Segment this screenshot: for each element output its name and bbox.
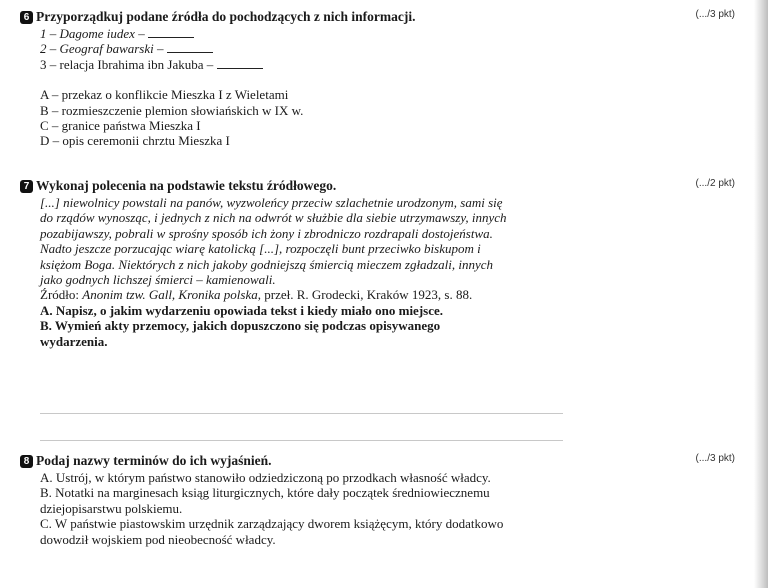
source-text-line: księżom Boga. Niektórych z nich jakoby godniejszą śmiercią mieczem zgładzali, innych: [40, 256, 493, 272]
info-item-c: C – granice państwa Mieszka I: [40, 118, 201, 134]
answer-blank[interactable]: [217, 58, 263, 69]
term-definition-a: A. Ustrój, w którym państwo stanowiło odziedziczoną po przodkach własność władcy.: [40, 470, 491, 485]
question-b: B. Wymień akty przemocy, jakich dopuszczono się podczas opisywanego: [40, 318, 441, 334]
term-definition-c: C. W państwie piastowskim urzędnik zarządzający dworem książęcym, który dodatkowo: [40, 516, 504, 532]
question-b-continued: wydarzenia.: [40, 333, 108, 349]
task-8: [20, 452, 735, 547]
task-6-points: (.../3 pkt): [695, 9, 735, 20]
task-7-title: Wykonaj polecenia na podstawie tekstu źródłowego.: [36, 178, 337, 193]
task-number-badge: 8: [20, 455, 33, 468]
info-item-a: A – przekaz o konflikcie Mieszka I z Wieletami: [40, 87, 289, 103]
task-6-title: Przyporządkuj podane źródła do pochodzących z nich informacji.: [36, 9, 416, 24]
question-a: A. Napisz, o jakim wydarzeniu opowiada tekst i kiedy miało ono miejsce.: [40, 302, 443, 318]
source-item-3: 3 – relacja Ibrahima ibn Jakuba –: [20, 57, 735, 72]
term-definition-b-continued: dziejopisarstwu polskiemu.: [40, 500, 183, 516]
task-8-points: (.../3 pkt): [695, 453, 735, 464]
task-6-header: [20, 8, 735, 26]
source-text-line: do rządów wynosząc, i jednych z nich na odwrót w służbie dla siebie utrzymawszy, innych: [40, 210, 507, 226]
page-edge-shadow: [754, 0, 768, 588]
answer-blank[interactable]: [167, 42, 213, 53]
answer-blank[interactable]: [148, 27, 194, 38]
source-item-2: 2 – Geograf bawarski –: [20, 41, 735, 56]
source-text-line: jako godnych lichszej śmierci – kamienowali.: [40, 272, 276, 288]
task-number-badge: 6: [20, 11, 33, 24]
term-definition-c-continued: dowodził wojskiem pod nieobecność władcy.: [40, 531, 276, 547]
source-text-line: Nadto jeszcze porzucając wiarę katolicką [...], rozpoczęli bunt przeciwko biskupom i: [40, 241, 481, 257]
task-8-title: Podaj nazwy terminów do ich wyjaśnień.: [36, 453, 272, 468]
source-text-line: [...] niewolnicy powstali na panów, wyzwoleńcy przeciw szlachetnie urodzonym, sami się: [40, 195, 503, 210]
answer-line[interactable]: [40, 440, 563, 441]
source-citation: Źródło: Anonim tzw. Gall, Kronika polska, przeł. R. Grodecki, Kraków 1923, s. 88.: [40, 287, 473, 303]
task-6: [20, 8, 735, 149]
task-7-points: (.../2 pkt): [695, 178, 735, 189]
task-7: [20, 177, 735, 349]
task-number-badge: 7: [20, 180, 33, 193]
answer-line[interactable]: [40, 413, 563, 414]
info-item-b: B – rozmieszczenie plemion słowiańskich w IX w.: [40, 102, 304, 118]
term-definition-b: B. Notatki na marginesach ksiąg liturgicznych, które dały początek średniowiecznemu: [40, 485, 490, 501]
task-8-header: [20, 452, 735, 470]
task-7-header: [20, 177, 735, 195]
info-item-d: D – opis ceremonii chrztu Mieszka I: [40, 133, 230, 149]
source-text-line: pozabijawszy, pobrali w sprośny sposób ich żony i zbrodniczo rozdrapali dostojeństwa.: [40, 225, 493, 241]
source-item-1: 1 – Dagome iudex –: [20, 26, 735, 41]
